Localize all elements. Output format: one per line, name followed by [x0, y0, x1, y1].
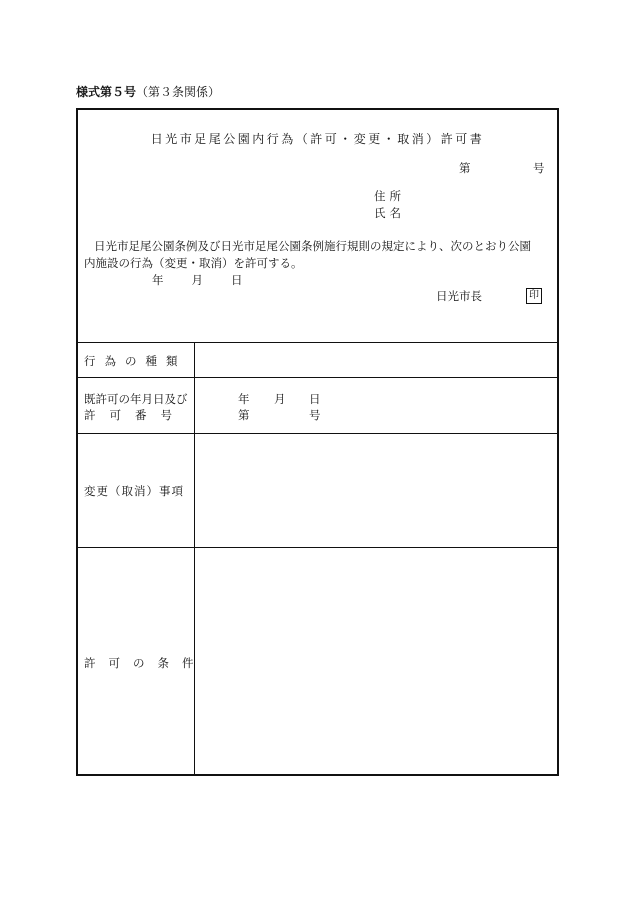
form-number-label [76, 83, 220, 100]
act-type-label: 行為の種類 [84, 354, 187, 368]
seal-box: 印 [526, 288, 542, 304]
prior-month: 月 [274, 392, 286, 406]
form-article: （第３条関係） [136, 85, 221, 99]
prior-number-suffix: 号 [309, 408, 321, 422]
row-prior-permit [78, 377, 557, 434]
address-label: 住所 [374, 189, 405, 203]
row-act-type [78, 342, 557, 378]
form-number: 様式第５号 [76, 85, 137, 99]
change-label: 変更（取消）事項 [84, 484, 184, 498]
permit-number-prefix: 第 [459, 161, 471, 175]
conditions-label: 許可の条件 [84, 656, 207, 670]
prior-permit-label-line2: 許可番号 [84, 408, 186, 422]
row-conditions [78, 547, 557, 774]
label-cell [78, 343, 195, 378]
prior-permit-label-line1: 既許可の年月日及び [84, 392, 188, 406]
row-change [78, 433, 557, 548]
label-cell [78, 434, 195, 548]
prior-year: 年 [238, 392, 250, 406]
permit-statement-line1: 日光市足尾公園条例及び日光市足尾公園条例施行規則の規定により、次のとおり公園 [94, 239, 531, 253]
label-cell [78, 378, 195, 434]
permit-form-frame [76, 108, 559, 776]
issue-month: 月 [191, 273, 203, 287]
document-title: 日光市足尾公園内行為（許可・変更・取消）許可書 [150, 132, 485, 146]
label-cell [78, 548, 207, 774]
issue-day: 日 [231, 273, 243, 287]
mayor-title: 日光市長 [436, 289, 482, 303]
name-label: 氏名 [374, 206, 405, 220]
issue-year: 年 [152, 273, 164, 287]
permit-number-suffix: 号 [533, 161, 545, 175]
prior-day: 日 [309, 392, 321, 406]
prior-number-prefix: 第 [238, 408, 250, 422]
form-table [78, 342, 557, 774]
permit-statement-line2: 内施設の行為（変更・取消）を許可する。 [84, 256, 303, 270]
issue-date [152, 272, 243, 288]
